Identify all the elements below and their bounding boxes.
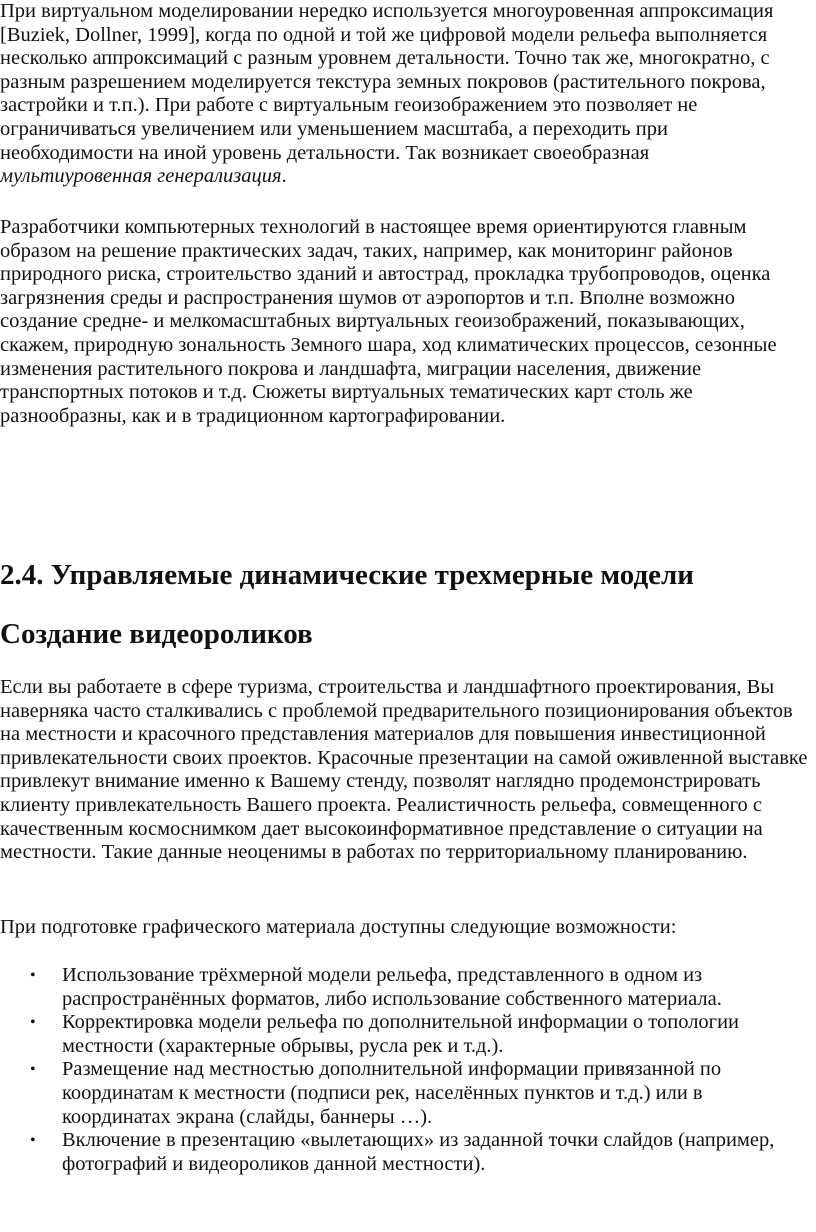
list-item [0,1011,790,1058]
paragraph-video-creation: Если вы работаете в сфере туризма, строительства и ландшафтного проектирования, Вы наверняка часто сталкивались с проблемой предварительного позиционирования объектов на местности и красочного представления материалов для повышения инвестиционной привлекательности своих проектов. Красочные презентации на самой оживленной выставке привлекут внимание именно к Вашему стенду, позволят наглядно продемонстрировать клиенту привлекательность Вашего проекта. Реалистичность рельефа, совмещенного с качественным космоснимком дает высокоинформативное представление о ситуации на местности. Такие данные неоценимы в работах по территориальному планированию. [0,676,808,864]
list-item-text: Использование трёхмерной модели рельефа, представленного в одном из распространённых форматов, либо использование собственного материала. [62,964,722,1010]
subsection-heading: Создание видеороликов [0,618,313,650]
list-item [0,1058,790,1129]
list-item-text: Включение в презентацию «вылетающих» из заданной точки слайдов (например, фотографий и видеороликов данной местности). [62,1129,775,1175]
list-item [0,964,790,1011]
possibilities-list [0,964,790,1176]
list-item-text: Корректировка модели рельефа по дополнительной информации о топологии местности (характерные обрывы, русла рек и т.д.). [62,1011,740,1057]
list-item [0,1129,790,1176]
bullet-icon: • [30,1061,36,1079]
section-heading: 2.4. Управляемые динамические трехмерные модели [0,559,694,591]
bullet-icon: • [30,1132,36,1150]
emphasis-term: мультиуровенная генерализация [0,165,282,188]
paragraph-multilevel-approximation [0,0,800,189]
bullet-icon: • [30,1014,36,1032]
list-item-text: Размещение над местностью дополнительной информации привязанной по координатам к местности (подписи рек, населённых пунктов и т.д.) или в координатах экрана (слайды, баннеры …). [62,1058,722,1128]
paragraph-possibilities-intro: При подготовке графического материала доступны следующие возможности: [0,916,677,938]
paragraph-text: При виртуальном моделировании нередко используется многоуровенная аппроксимация [Buziek, Dollner, 1999], когда по одной и той же цифровой модели рельефа выполняется несколько аппроксимаций с разным уровнем детальности. Точно так же, многократно, с разным разрешением моделируется текстура земных покровов (растительного покрова, застройки и т.п.). При работе с виртуальным геоизображением это позволяет не ограничиваться увеличением или уменьшением масштаба, а переходить при необходимости на иной уровень детальности. Так возникает своеобразная [0,0,774,164]
bullet-icon: • [30,967,36,984]
paragraph-end: . [281,165,287,188]
paragraph-developers: Разработчики компьютерных технологий в настоящее время ориентируются главным образом на решение практических задач, таких, например, как мониторинг районов природного риска, строительство зданий и автострад, прокладка трубопроводов, оценка загрязнения среды и распространения шумов от аэропортов и т.п. Вполне возможно создание средне- и мелкомасштабных виртуальных геоизображений, показывающих, скажем, природную зональность Земного шара, ход климатических процессов, сезонные изменения растительного покрова и ландшафта, миграции населения, движение транспортных потоков и т.д. Сюжеты виртуальных тематических карт столь же разнообразны, как и в традиционном картографировании. [0,216,777,427]
